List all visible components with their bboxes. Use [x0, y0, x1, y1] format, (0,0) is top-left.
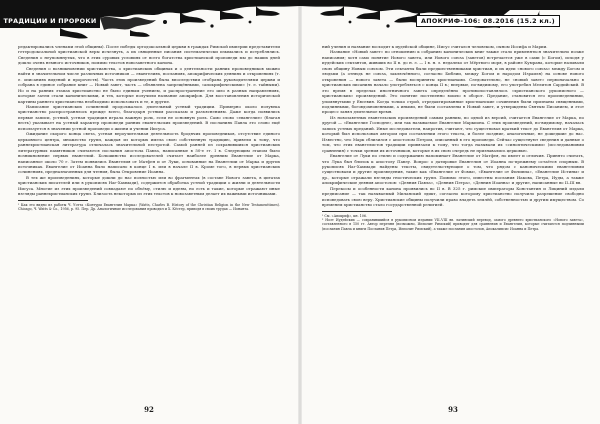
page-number: 92 [144, 405, 154, 414]
paragraph: Написание христианских сочинений продолжалось длительный устный традиции. Примерно около полувека христианство распространялось прежде всего, благодаря устным рассказам и разъяснениям. Даже когда появились первые записи, устный, устная традиция играла важную роль, если не основную роль. Само слово «евангелие» (благая весть) указывает на устный характер проповеди ранних евангельских произведений. В посланиях Павла это слово ещё используется в значении устной проповеди о жизни и учении Иисуса. [18, 103, 280, 131]
footnote: ¹ Как это видно из работы Ч. Уотта «Контуры Евангелия Марка» (Watts, Charles B. History of the Christian Religion in the New Testamenttimes). Chicago, Ч. Watts & Co., 1956, р. 95. Пер. Др. Аналогичные исследования проводил и Х. Кёстер, приводя в своих трудах — Ионанта. [18, 202, 280, 212]
paragraph: В тех же произведениях, которые дошли до нас полностью или во фрагментах (в составе Нового завета, в цитатах христианских писателей или в рукописях Наг-Хаммади), содержится обработка устной традиции о жизни и деятельности Иисуса. Многие из этих произведений совпадают по объёму, стилю и идеям, но есть и такие, которые отражают иные взгляды раннехристианских групп. Близость некоторых из этих текстов к новозаветным делает их важными источниками. [18, 174, 280, 197]
footnote: ² Ноэт Иудейских — сохранившийся в рукописном издании VII–VIII вв. латинский перевод, самого древнего христианского «Нового завета», составленного в 150 гг. Автор перечня (возможно, Ипполит Римский) приводит для сравнения и Евангелия, которые считаются подлинными (послания Павла и книги Послания Петра, Ипполит Римский), а также послания апостолов, Апокалипсис Иоанна и Петра. [322, 218, 584, 231]
paragraph: Евангелие от Луки по стилю и содержанию напоминает Евангелие от Матфея, но имеет и отличия. Принято считать, что Лука был близок к апостолу Павлу. Вопрос о датировке Евангелия от Иоанна по-прежнему остаётся спорным. В рукописях Наг-Хаммади найдены тексты, свидетельствующие о том, что рядом с каноническими евангелиями существовали и другие произведения, такие как «Евангелие от Фомы», «Евангелие от Филиппа», «Евангелие Истины» и др., которые отражали взгляды гностических групп. Помимо этого, известны послания Иакова, Петра, Иуды, а также апокрифические деяния апостолов: «Деяния Павла», «Деяния Петра», «Деяния Иоанна» и другие, написанные во II–III вв. [322, 153, 584, 186]
running-head: ТРАДИЦИИ И ПРОРОКИ [3, 17, 97, 25]
footnote-divider [18, 200, 88, 201]
running-head-bar [0, 14, 100, 28]
left-text-block [18, 44, 280, 212]
right-text-block [322, 44, 584, 231]
running-head-bar [410, 14, 600, 28]
paragraph: Название «Новый завет» по отношению к собранию канонических книг также стало применяться значительно позже написания; хотя само понятие Нового завета, или Нового союза (заветов) встречается уже в сами (с Богом), исходя у иудейских сектантов, живших во II в. до н. э. — I в. н. э. недалеко от Мёртвого моря, в районе Кумрана, которые называли свою общину Новым союзом. Эти сектанты были предшественниками христиан, и их идеи «нового союза» между Богом и людьми (а отнюдь не союза, заключённого, согласно Библии, между Богом и народом Израиля) на основе нового откровения — нового завета — были восприняты христианами. Следовательно, не «новый завет» первоначально в христианских писаниях начало употребляться с конца II в.; впервые, по-видимому, его употребил Мелитон Сардийский. В это время в пределах иноэтничного завета определённо противопоставлялось «христианского рукописного — христианских» произведений. Это понятие постепенно вошло в оборот. Предание, становится его произведениями, упомянутыми у Евсевия. Когда только строй, отредактированные христианские сочинения были признаны священными, подлинными, боговдохновенными, а иными, не были составлены в Новый завет, и утверждены Святым Писанием, и этот процесс занял длительное время. [322, 49, 584, 115]
paragraph: ний учения и название восходит к иудейской общине, Иисус считался человеком, сыном Иосифа и Марии. [322, 44, 548, 49]
page-number: 93 [448, 405, 458, 414]
paragraph: Сведения о возникновении христианства, о христианских общинах и о деятельности ранних проповедников можно найти в значительном числе различных источников — евангелиях, посланиях, апокрифических деяниях и откровениях (т. е. описаниях видений и пророчеств). Часть этих произведений была впоследствии отобрана руководителями церкви и собрана в единое собрание книг — Новый завет, часть — объявлена запрещёнными, «апокрифическими» (т. е. тайными). Но и на ранних этапах христианство не было единым учением, и распространение его шло в разных направлениях, которые затем стали каноническими, и тех, которые получили название апокрифов. Для восстановления исторической картины раннего христианства необходимо использовать и те, и другие. [18, 65, 280, 104]
running-head: АПОКРИФ-106: 08.2016 (15.2 кл.) [416, 15, 560, 27]
paragraph: Ожидание скорого конца света, устная вероучительная деятельность бродячих проповедников, отсутствие единого церковного центра, множество групп, каждая из которых имела свою собственную традицию, привели к тому, что раннехристианская литература отличалась значительной пестротой. Самой ранней из сохранившихся христианских литературных памятников считаются послания апостола Павла, написанные в 50-е гг. I в. Следующим этапом было возникновение первых евангелий. Большинство исследователей считает наиболее древним Евангелие от Марка, написанное около 70 г. Затем появились Евангелия от Матфея и от Луки, основанные на Евангелии от Марка и других источниках. Евангелие от Иоанна было написано в конце I в. или в начале II в. Кроме того, в первых христианских сочинениях, предназначенных для чтения, была Откровение Иоанна. [18, 131, 280, 175]
footnote-divider [322, 211, 392, 212]
paragraph: Перекосы и особенности канона проявились во II в. В 325 г. римские императоры Константин и Лициний издали предписание — так называемый Миланский эдикт, согласно которому христианство получило разрешение свободно исповедовать свою веру. Христианские общины получили право владеть землёй, собственностью и другим имуществом. Со временем христианство стало государственной религией. [322, 185, 584, 208]
paragraph: редактировались членами этой общины). После победы ортодоксальной церкви в граждах Римской империи представители гетеродоксальной христианской веры исчезнуть, а их священные писания систематически изымались и истреблялись. Сведения о неупомянутых, что в этих суровых условиях от всего богатства христианской проповеди мы до наших дней дошло очень немного источников, помимо текстов новозаветного канона. [18, 44, 280, 66]
paragraph: Из новозаветных евангельских произведений самым ранним, по одной из версий, считается Евангелие от Марка, по другой — «Евангелие Господне», или так называемое Евангелие Маркиона. С этих произведений, по-видимому, началась запись устных преданий. Иные исследователи, напротив, считают, что существовал краткий текст до Евангелия от Марка, который был использован автором при составлении этого текста, и более поздние, аналогичные, не дошедшие до нас. Известно, что Марк сблизился с апостолом Петром, описанный в его проповеди. Сейчас существуют сведения и данные о том, что этих евангелистов традиции привязали к тому, что тогда называли их «синоптическими» (исследованиями сравнения) с точки зрения их источников, которые в их свою очередь не признавались церковью. [322, 114, 584, 153]
footnote: ¹ См. «Апокриф», кн. 106. [322, 213, 368, 218]
right-page [300, 0, 600, 424]
